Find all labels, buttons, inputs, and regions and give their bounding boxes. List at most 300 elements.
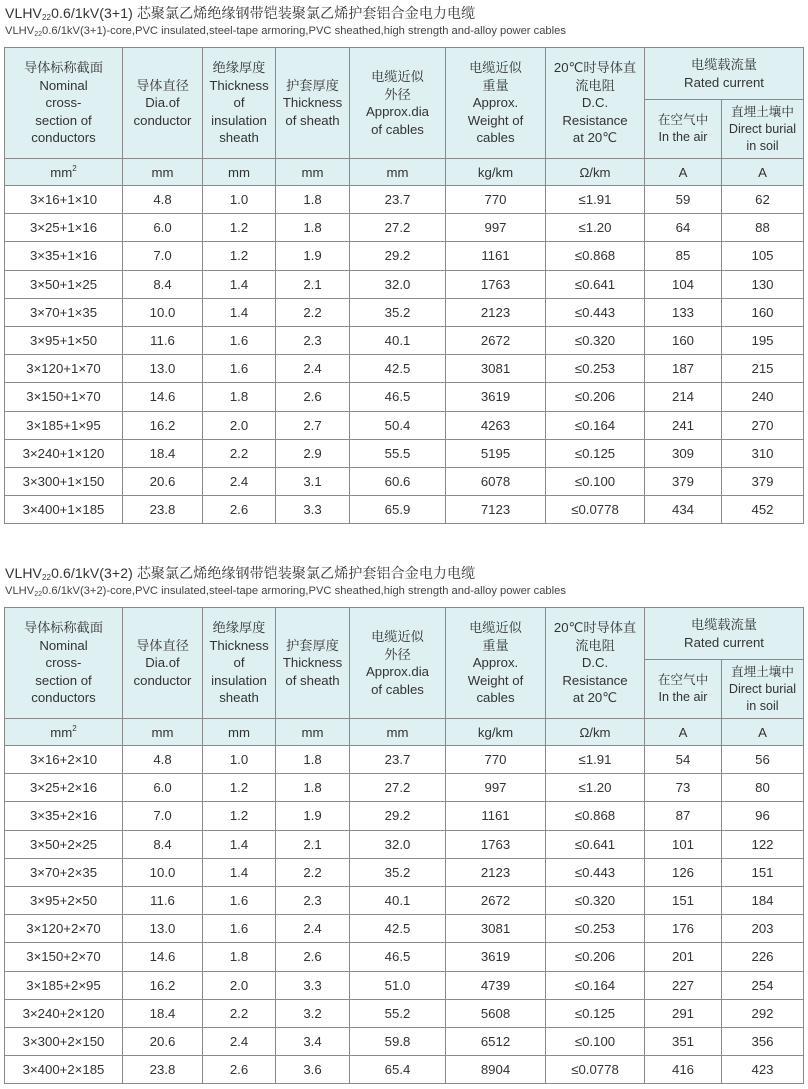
header-insulation-line: of insulation bbox=[211, 655, 267, 688]
table-cell: 88 bbox=[722, 214, 804, 242]
unit-label: mm bbox=[386, 724, 409, 740]
table-cell: ≤0.125 bbox=[546, 999, 645, 1027]
table-cell: 8904 bbox=[446, 1056, 546, 1084]
header-weight-line: Weight of bbox=[467, 112, 524, 128]
header-rated-line: 电缆载流量 bbox=[691, 617, 757, 632]
table-cell: 4739 bbox=[446, 971, 546, 999]
table-cell: 187 bbox=[645, 355, 722, 383]
table-cell: 309 bbox=[645, 439, 722, 467]
table-cell: 29.2 bbox=[350, 242, 446, 270]
header-dia-line: Dia.of bbox=[145, 655, 180, 671]
table-cell: 1.2 bbox=[203, 242, 276, 270]
cable-spec-table bbox=[4, 607, 804, 1084]
unit-soil bbox=[722, 719, 804, 746]
table-cell: 2672 bbox=[446, 886, 546, 914]
table-cell: 104 bbox=[645, 270, 722, 298]
table-cell: 3.3 bbox=[276, 971, 350, 999]
table-cell: 3×16+2×10 bbox=[5, 746, 123, 774]
table-cell: 3×400+2×185 bbox=[5, 1056, 123, 1084]
header-rated bbox=[645, 48, 804, 100]
header-approx_dia-line: 外径 bbox=[384, 646, 411, 662]
table-cell: 2.0 bbox=[203, 411, 276, 439]
header-rated-line: Rated current bbox=[684, 74, 764, 90]
table-cell: 3081 bbox=[446, 355, 546, 383]
table-subtitle: $VLHV_{22}0.6/1kV(3+2)-core,PVC$ insulated,steel-tape armoring,PVC sheathed,high strength and-alloy power cables bbox=[5, 585, 566, 598]
table-cell: 2.6 bbox=[276, 383, 350, 411]
table-cell: 3×185+1×95 bbox=[5, 411, 123, 439]
table-cell: 10.0 bbox=[123, 858, 203, 886]
unit-label: mm bbox=[301, 724, 324, 740]
header-air-line: In the air bbox=[658, 130, 708, 144]
header-soil-line: 直埋土壤中 bbox=[731, 664, 794, 679]
table-cell: 126 bbox=[645, 858, 722, 886]
table-cell: 2.3 bbox=[276, 886, 350, 914]
table-cell: 292 bbox=[722, 999, 804, 1027]
header-soil bbox=[722, 660, 804, 719]
table-cell: 3×120+1×70 bbox=[5, 355, 123, 383]
header-sheath-line: 护套厚度 bbox=[286, 77, 339, 93]
table-cell: 65.9 bbox=[350, 496, 446, 524]
header-nominal-line: conductors bbox=[31, 130, 96, 146]
unit-label: A bbox=[678, 724, 688, 740]
table-cell: ≤0.443 bbox=[546, 298, 645, 326]
header-resistance-line: 20℃时导体直 bbox=[553, 620, 637, 636]
table-cell: 32.0 bbox=[350, 270, 446, 298]
table-cell: 105 bbox=[722, 242, 804, 270]
table-cell: 51.0 bbox=[350, 971, 446, 999]
table-cell: 270 bbox=[722, 411, 804, 439]
table-cell: 4.8 bbox=[123, 746, 203, 774]
table-cell: 770 bbox=[446, 186, 546, 214]
table-cell: 6.0 bbox=[123, 774, 203, 802]
table-cell: 8.4 bbox=[123, 270, 203, 298]
table-cell: 3×35+2×16 bbox=[5, 802, 123, 830]
table-cell: 1.4 bbox=[203, 858, 276, 886]
table-cell: ≤0.125 bbox=[546, 439, 645, 467]
header-resistance-line: 流电阻 bbox=[575, 637, 615, 653]
header-resistance bbox=[546, 608, 645, 719]
table-cell: 4263 bbox=[446, 411, 546, 439]
header-insulation-line: sheath bbox=[219, 690, 259, 706]
header-weight-line: 电缆近似 bbox=[469, 620, 522, 636]
unit-label: A bbox=[758, 724, 767, 740]
header-sheath bbox=[276, 48, 350, 159]
header-insulation-line: sheath bbox=[219, 130, 259, 146]
header-sheath-line: Thickness bbox=[282, 95, 343, 111]
header-weight-line: cables bbox=[476, 130, 515, 146]
table-cell: 73 bbox=[645, 774, 722, 802]
table-cell: 42.5 bbox=[350, 915, 446, 943]
table-cell: 40.1 bbox=[350, 326, 446, 354]
table-cell: 18.4 bbox=[123, 999, 203, 1027]
header-approx_dia bbox=[350, 608, 446, 719]
table-cell: 423 bbox=[722, 1056, 804, 1084]
table-cell: 2.7 bbox=[276, 411, 350, 439]
unit-sheath bbox=[276, 159, 350, 186]
table-cell: 11.6 bbox=[123, 326, 203, 354]
table-cell: 27.2 bbox=[350, 774, 446, 802]
table-cell: 201 bbox=[645, 943, 722, 971]
header-dia-line: Dia.of bbox=[145, 95, 180, 111]
table-cell: 2.1 bbox=[276, 830, 350, 858]
header-sheath-line: Thickness bbox=[282, 655, 343, 671]
table-cell: 59 bbox=[645, 186, 722, 214]
table-cell: 133 bbox=[645, 298, 722, 326]
table-cell: 2123 bbox=[446, 858, 546, 886]
header-nominal-line: conductors bbox=[31, 690, 96, 706]
table-cell: 3×400+1×185 bbox=[5, 496, 123, 524]
header-air-line: In the air bbox=[658, 690, 708, 704]
header-approx_dia-line: 电缆近似 bbox=[371, 629, 424, 644]
table-cell: 254 bbox=[722, 971, 804, 999]
table-cell: 3×25+1×16 bbox=[5, 214, 123, 242]
table-cell: 1.2 bbox=[203, 774, 276, 802]
table-cell: 7.0 bbox=[123, 802, 203, 830]
unit-label: Ω/km bbox=[579, 724, 611, 740]
table-cell: 56 bbox=[722, 746, 804, 774]
unit-sheath bbox=[276, 719, 350, 746]
table-row bbox=[5, 999, 804, 1027]
table-subtitle: $VLHV_{22}0.6/1kV(3+1)-core,PVC$ insulated,steel-tape armoring,PVC sheathed,high strength and-alloy power cables bbox=[5, 25, 566, 38]
unit-air bbox=[645, 159, 722, 186]
table-cell: 2.4 bbox=[276, 355, 350, 383]
table-cell: ≤0.868 bbox=[546, 802, 645, 830]
table-cell: 3×150+2×70 bbox=[5, 943, 123, 971]
table-cell: 2.6 bbox=[276, 943, 350, 971]
unit-label: mm bbox=[151, 164, 174, 180]
table-row bbox=[5, 496, 804, 524]
header-sheath-line: 护套厚度 bbox=[286, 637, 339, 653]
table-cell: ≤1.91 bbox=[546, 746, 645, 774]
table-row bbox=[5, 830, 804, 858]
table-row bbox=[5, 858, 804, 886]
unit-weight bbox=[446, 159, 546, 186]
table-cell: 40.1 bbox=[350, 886, 446, 914]
table-cell: 351 bbox=[645, 1027, 722, 1055]
table-cell: ≤0.641 bbox=[546, 830, 645, 858]
table-cell: 7123 bbox=[446, 496, 546, 524]
table-cell: 2.2 bbox=[276, 298, 350, 326]
header-resistance-line: 20℃时导体直 bbox=[553, 60, 637, 76]
table-row bbox=[5, 383, 804, 411]
unit-nominal bbox=[5, 159, 123, 186]
table-cell: 80 bbox=[722, 774, 804, 802]
table-cell: 87 bbox=[645, 802, 722, 830]
table-cell: 1.4 bbox=[203, 298, 276, 326]
table-cell: 3.4 bbox=[276, 1027, 350, 1055]
table-cell: 3×95+1×50 bbox=[5, 326, 123, 354]
table-row bbox=[5, 943, 804, 971]
table-cell: 2.9 bbox=[276, 439, 350, 467]
table-cell: 3×120+2×70 bbox=[5, 915, 123, 943]
header-air-line: 在空气中 bbox=[657, 113, 709, 127]
unit-label: mm bbox=[228, 724, 250, 740]
table-cell: ≤1.20 bbox=[546, 214, 645, 242]
table-cell: 7.0 bbox=[123, 242, 203, 270]
table-cell: 2.4 bbox=[276, 915, 350, 943]
table-row bbox=[5, 915, 804, 943]
table-cell: 65.4 bbox=[350, 1056, 446, 1084]
table-cell: 379 bbox=[722, 467, 804, 495]
header-approx_dia-line: Approx.dia bbox=[365, 104, 430, 119]
unit-label: mm bbox=[301, 164, 324, 180]
header-rated-line: Rated current bbox=[684, 634, 764, 650]
table-row bbox=[5, 971, 804, 999]
table-cell: 2123 bbox=[446, 298, 546, 326]
table-cell: 1.9 bbox=[276, 242, 350, 270]
table-cell: 1763 bbox=[446, 830, 546, 858]
table-cell: ≤0.164 bbox=[546, 971, 645, 999]
unit-label: Ω/km bbox=[579, 164, 611, 180]
table-cell: 356 bbox=[722, 1027, 804, 1055]
table-cell: 23.7 bbox=[350, 746, 446, 774]
unit-dia bbox=[123, 159, 203, 186]
header-nominal-line: Nominal bbox=[39, 637, 88, 653]
table-cell: 3619 bbox=[446, 383, 546, 411]
unit-resistance bbox=[546, 719, 645, 746]
table-row bbox=[5, 467, 804, 495]
header-sheath-line: of sheath bbox=[285, 112, 340, 128]
header-insulation-line: 绝缘厚度 bbox=[212, 60, 266, 76]
header-resistance-line: at 20℃ bbox=[572, 130, 618, 146]
unit-soil bbox=[722, 159, 804, 186]
table-cell: 3×300+1×150 bbox=[5, 467, 123, 495]
unit-weight bbox=[446, 719, 546, 746]
table-cell: 3.2 bbox=[276, 999, 350, 1027]
header-insulation bbox=[203, 48, 276, 159]
header-nominal-line: 导体标称截面 bbox=[23, 60, 104, 76]
table-cell: ≤0.320 bbox=[546, 326, 645, 354]
table-cell: 997 bbox=[446, 214, 546, 242]
header-air-line: 在空气中 bbox=[657, 673, 709, 687]
table-cell: 184 bbox=[722, 886, 804, 914]
table-cell: 1.6 bbox=[203, 886, 276, 914]
header-weight-line: 重量 bbox=[482, 77, 509, 93]
unit-label: kg/km bbox=[477, 164, 514, 180]
header-nominal-line: 导体标称截面 bbox=[23, 620, 104, 636]
table-cell: 214 bbox=[645, 383, 722, 411]
table-row bbox=[5, 802, 804, 830]
table-cell: ≤0.868 bbox=[546, 242, 645, 270]
table-cell: 42.5 bbox=[350, 355, 446, 383]
table-cell: 1161 bbox=[446, 242, 546, 270]
header-nominal-line: section of bbox=[35, 672, 92, 688]
table-cell: 2.2 bbox=[203, 999, 276, 1027]
table-cell: 3×240+2×120 bbox=[5, 999, 123, 1027]
header-weight-line: Approx. bbox=[472, 95, 519, 111]
header-air bbox=[645, 660, 722, 719]
table-cell: 1.4 bbox=[203, 270, 276, 298]
unit-resistance bbox=[546, 159, 645, 186]
header-weight-line: 重量 bbox=[482, 637, 509, 653]
table-cell: 3×50+2×25 bbox=[5, 830, 123, 858]
table-cell: 1.8 bbox=[276, 186, 350, 214]
header-insulation-line: 绝缘厚度 bbox=[212, 620, 266, 636]
table-cell: 2.2 bbox=[276, 858, 350, 886]
table-cell: 1161 bbox=[446, 802, 546, 830]
table-cell: 3081 bbox=[446, 915, 546, 943]
table-cell: 2.3 bbox=[276, 326, 350, 354]
table-cell: 1.0 bbox=[203, 186, 276, 214]
header-rated bbox=[645, 608, 804, 660]
table-cell: 1.2 bbox=[203, 214, 276, 242]
header-approx_dia-line: of cables bbox=[371, 121, 424, 137]
table-cell: 6512 bbox=[446, 1027, 546, 1055]
table-cell: 122 bbox=[722, 830, 804, 858]
table-cell: 55.5 bbox=[350, 439, 446, 467]
table-row bbox=[5, 1027, 804, 1055]
unit-air bbox=[645, 719, 722, 746]
table-cell: 997 bbox=[446, 774, 546, 802]
header-sheath-line: of sheath bbox=[285, 672, 340, 688]
table-cell: 46.5 bbox=[350, 943, 446, 971]
table-cell: 1763 bbox=[446, 270, 546, 298]
table-cell: 2.6 bbox=[203, 496, 276, 524]
header-resistance-line: Resistance bbox=[562, 112, 628, 128]
header-weight bbox=[446, 48, 546, 159]
unit-label: A bbox=[678, 164, 688, 180]
table-cell: 14.6 bbox=[123, 943, 203, 971]
table-row bbox=[5, 186, 804, 214]
header-insulation bbox=[203, 608, 276, 719]
header-air bbox=[645, 100, 722, 159]
table-cell: 3.6 bbox=[276, 1056, 350, 1084]
table-cell: 1.8 bbox=[276, 774, 350, 802]
table-cell: 1.6 bbox=[203, 326, 276, 354]
header-soil-line: in soil bbox=[746, 138, 779, 153]
unit-label: mm bbox=[50, 725, 73, 740]
table-cell: ≤0.100 bbox=[546, 1027, 645, 1055]
unit-approx_dia bbox=[350, 719, 446, 746]
table-row bbox=[5, 326, 804, 354]
header-dia-line: 导体直径 bbox=[136, 77, 189, 93]
table-cell: 195 bbox=[722, 326, 804, 354]
table-cell: 1.4 bbox=[203, 830, 276, 858]
table-cell: 215 bbox=[722, 355, 804, 383]
table-cell: 5608 bbox=[446, 999, 546, 1027]
table-cell: 1.6 bbox=[203, 915, 276, 943]
table-cell: 1.8 bbox=[276, 214, 350, 242]
table-row bbox=[5, 746, 804, 774]
header-approx_dia-line: 外径 bbox=[384, 86, 411, 102]
table-row bbox=[5, 355, 804, 383]
table-cell: 176 bbox=[645, 915, 722, 943]
table-cell: ≤0.443 bbox=[546, 858, 645, 886]
table-cell: 16.2 bbox=[123, 411, 203, 439]
unit-label: mm bbox=[50, 165, 73, 180]
table-row bbox=[5, 886, 804, 914]
header-resistance-line: D.C. bbox=[581, 95, 609, 111]
table-cell: 101 bbox=[645, 830, 722, 858]
table-cell: 2.4 bbox=[203, 1027, 276, 1055]
table-cell: ≤0.641 bbox=[546, 270, 645, 298]
table-row bbox=[5, 242, 804, 270]
table-cell: 2.1 bbox=[276, 270, 350, 298]
table-cell: 2.4 bbox=[203, 467, 276, 495]
table-row bbox=[5, 270, 804, 298]
table-cell: 2.6 bbox=[203, 1056, 276, 1084]
header-weight bbox=[446, 608, 546, 719]
header-dia-line: conductor bbox=[133, 112, 192, 128]
table-cell: 1.0 bbox=[203, 746, 276, 774]
table-cell: 55.2 bbox=[350, 999, 446, 1027]
table-cell: 3×95+2×50 bbox=[5, 886, 123, 914]
table-cell: 16.2 bbox=[123, 971, 203, 999]
table-row bbox=[5, 439, 804, 467]
table-cell: 1.2 bbox=[203, 802, 276, 830]
table-row bbox=[5, 774, 804, 802]
header-dia-line: 导体直径 bbox=[136, 637, 189, 653]
unit-label: A bbox=[758, 164, 767, 180]
table-cell: 1.6 bbox=[203, 355, 276, 383]
table-cell: 6078 bbox=[446, 467, 546, 495]
table-cell: 203 bbox=[722, 915, 804, 943]
table-cell: 35.2 bbox=[350, 298, 446, 326]
table-cell: 291 bbox=[645, 999, 722, 1027]
header-approx_dia-line: Approx.dia bbox=[365, 664, 430, 679]
table-cell: 3×300+2×150 bbox=[5, 1027, 123, 1055]
table-cell: 59.8 bbox=[350, 1027, 446, 1055]
table-cell: ≤0.206 bbox=[546, 943, 645, 971]
table-cell: 3×150+1×70 bbox=[5, 383, 123, 411]
table-cell: 1.8 bbox=[203, 943, 276, 971]
table-cell: 2.0 bbox=[203, 971, 276, 999]
table-cell: 3×16+1×10 bbox=[5, 186, 123, 214]
table-cell: 13.0 bbox=[123, 915, 203, 943]
unit-nominal bbox=[5, 719, 123, 746]
header-resistance-line: Resistance bbox=[562, 672, 628, 688]
header-nominal-line: section of bbox=[35, 112, 92, 128]
header-soil-line: 直埋土壤中 bbox=[731, 104, 794, 119]
table-cell: 416 bbox=[645, 1056, 722, 1084]
table-cell: 379 bbox=[645, 467, 722, 495]
table-cell: ≤0.253 bbox=[546, 915, 645, 943]
table-cell: 3×185+2×95 bbox=[5, 971, 123, 999]
table-cell: 35.2 bbox=[350, 858, 446, 886]
table-cell: 1.8 bbox=[276, 746, 350, 774]
table-cell: ≤0.0778 bbox=[546, 1056, 645, 1084]
table-cell: 27.2 bbox=[350, 214, 446, 242]
header-resistance-line: D.C. bbox=[581, 655, 609, 671]
unit-insulation bbox=[203, 719, 276, 746]
header-nominal-line: cross- bbox=[45, 655, 82, 671]
header-rated-line: 电缆载流量 bbox=[691, 57, 757, 72]
table-cell: ≤1.91 bbox=[546, 186, 645, 214]
table-cell: 452 bbox=[722, 496, 804, 524]
header-soil-line: Direct burial bbox=[728, 681, 797, 696]
table-cell: 3.3 bbox=[276, 496, 350, 524]
unit-superscript: 2 bbox=[72, 724, 77, 733]
table-cell: 18.4 bbox=[123, 439, 203, 467]
table-cell: 5195 bbox=[446, 439, 546, 467]
table-cell: 1.8 bbox=[203, 383, 276, 411]
table-cell: 85 bbox=[645, 242, 722, 270]
header-resistance bbox=[546, 48, 645, 159]
table-cell: 13.0 bbox=[123, 355, 203, 383]
cable-spec-table bbox=[4, 47, 804, 524]
table-cell: 3×35+1×16 bbox=[5, 242, 123, 270]
table-cell: 3×240+1×120 bbox=[5, 439, 123, 467]
unit-label: kg/km bbox=[477, 724, 514, 740]
header-weight-line: Weight of bbox=[467, 672, 524, 688]
header-weight-line: cables bbox=[476, 690, 515, 706]
table-cell: 227 bbox=[645, 971, 722, 999]
unit-label: mm bbox=[151, 724, 174, 740]
header-approx_dia bbox=[350, 48, 446, 159]
header-weight-line: Approx. bbox=[472, 655, 519, 671]
table-cell: ≤0.253 bbox=[546, 355, 645, 383]
table-cell: 14.6 bbox=[123, 383, 203, 411]
